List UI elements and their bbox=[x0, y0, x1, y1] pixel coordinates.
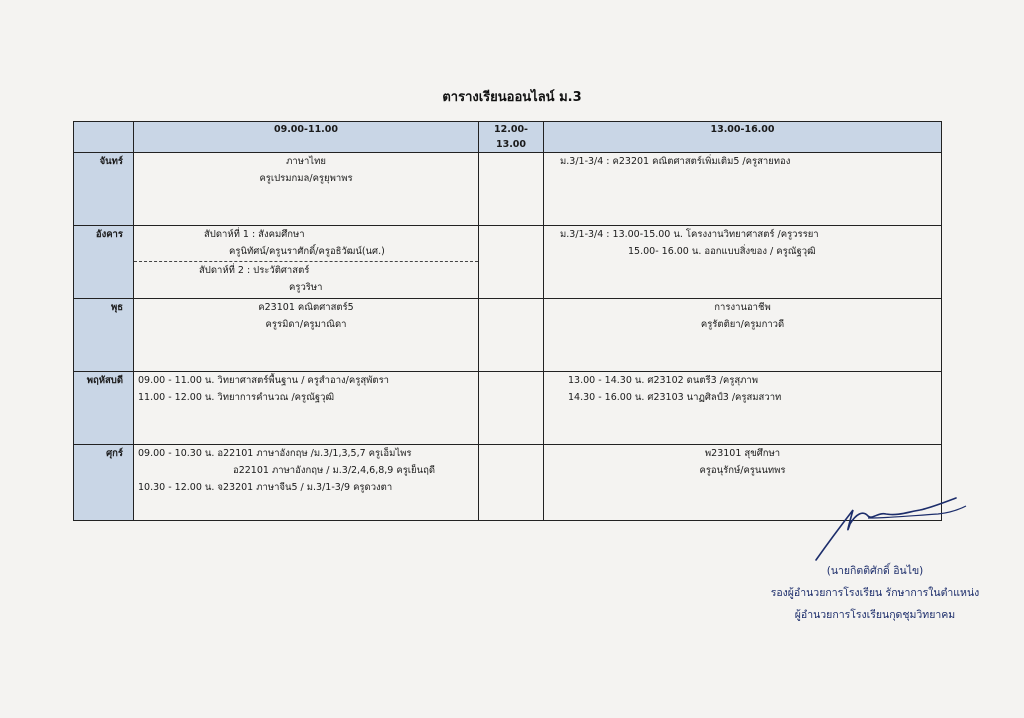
subject-line: 14.30 - 16.00 น. ศ23103 นาฏศิลป์3 /ครูสมสวาท bbox=[568, 392, 782, 403]
subject-line: ค23101 คณิตศาสตร์5 bbox=[258, 302, 354, 313]
day-label: พฤหัสบดี bbox=[74, 372, 134, 445]
signer-position: รองผู้อำนวยการโรงเรียน รักษาการในตำแหน่ง bbox=[770, 587, 980, 599]
week2-line: สัปดาห์ที่ 2 : ประวัติศาสตร์ bbox=[199, 265, 310, 276]
signature-block bbox=[740, 560, 1010, 626]
day-label: ศุกร์ bbox=[74, 445, 134, 521]
lunch-cell bbox=[479, 153, 544, 226]
header-lunch: 12.00-13.00 bbox=[479, 122, 544, 153]
day-label: พุธ bbox=[74, 299, 134, 372]
table-row bbox=[74, 226, 942, 299]
subject-line: ภาษาไทย bbox=[286, 156, 326, 167]
lunch-cell bbox=[479, 226, 544, 299]
subject-line: 09.00 - 10.30 น. อ22101 ภาษาอังกฤษ /ม.3/1,3,5,7 ครูเอ็มไพร bbox=[138, 448, 412, 459]
header-morning: 09.00-11.00 bbox=[134, 122, 479, 153]
subject-line: ม.3/1-3/4 : ค23201 คณิตศาสตร์เพิ่มเติม5 /ครูสายทอง bbox=[560, 156, 791, 167]
subject-line: อ22101 ภาษาอังกฤษ / ม.3/2,4,6,8,9 ครูเย็นฤดี bbox=[233, 465, 436, 476]
page-title: ตารางเรียนออนไลน์ ม.3 bbox=[442, 90, 582, 105]
header-row bbox=[74, 122, 942, 153]
teacher-line: ครูรัตติยา/ครูมกาวดี bbox=[700, 319, 785, 330]
morning-cell bbox=[134, 226, 479, 299]
day-label: อังคาร bbox=[74, 226, 134, 299]
teacher-line: ครูวริษา bbox=[289, 282, 323, 293]
afternoon-cell bbox=[544, 153, 942, 226]
afternoon-cell bbox=[544, 226, 942, 299]
morning-cell bbox=[134, 372, 479, 445]
afternoon-cell bbox=[544, 299, 942, 372]
header-afternoon: 13.00-16.00 bbox=[544, 122, 942, 153]
subject-line: 13.00 - 14.30 น. ศ23102 ดนตรี3 /ครูสุภาพ bbox=[568, 375, 758, 386]
subject-line: ม.3/1-3/4 : 13.00-15.00 น. โครงงานวิทยาศาสตร์ /ครูวรรยา bbox=[560, 229, 819, 240]
subject-line: 15.00- 16.00 น. ออกแบบสิ่งของ / ครูณัฐวุฒิ bbox=[628, 246, 816, 257]
morning-cell bbox=[134, 445, 479, 521]
table-row bbox=[74, 153, 942, 226]
table-row bbox=[74, 372, 942, 445]
teacher-line: ครูรมิดา/ครูมาณิดา bbox=[265, 319, 347, 330]
lunch-cell bbox=[479, 445, 544, 521]
signer-name: (นายกิตติศักดิ์ อินไข) bbox=[826, 565, 924, 577]
morning-cell bbox=[134, 299, 479, 372]
signature-icon bbox=[808, 488, 978, 568]
lunch-cell bbox=[479, 372, 544, 445]
subject-line: การงานอาชีพ bbox=[714, 302, 771, 313]
signer-position: ผู้อำนวยการโรงเรียนกุดชุมวิทยาคม bbox=[794, 609, 956, 621]
morning-cell bbox=[134, 153, 479, 226]
week1-line: สัปดาห์ที่ 1 : สังคมศึกษา bbox=[204, 229, 305, 240]
teacher-line: ครูอนุรักษ์/ครูนนทพร bbox=[699, 465, 786, 476]
teacher-line: ครูเปรมกมล/ครูยุพาพร bbox=[259, 173, 353, 184]
subject-line: 11.00 - 12.00 น. วิทยาการคำนวณ /ครูณัฐวุฒิ bbox=[138, 392, 335, 403]
subject-line: 10.30 - 12.00 น. จ23201 ภาษาจีน5 / ม.3/1-3/9 ครูดวงตา bbox=[138, 482, 393, 493]
table-row bbox=[74, 299, 942, 372]
lunch-cell bbox=[479, 299, 544, 372]
teacher-line: ครูนิทัศน์/ครูนราศักดิ์/ครูอธิวัฒน์(นศ.) bbox=[229, 246, 385, 257]
schedule-table bbox=[73, 121, 942, 521]
afternoon-cell bbox=[544, 372, 942, 445]
header-corner bbox=[74, 122, 134, 153]
subject-line: พ23101 สุขศึกษา bbox=[704, 448, 781, 459]
subject-line: 09.00 - 11.00 น. วิทยาศาสตร์พื้นฐาน / ครูสำอาง/ครูสุพัตรา bbox=[138, 375, 390, 386]
day-label: จันทร์ bbox=[74, 153, 134, 226]
